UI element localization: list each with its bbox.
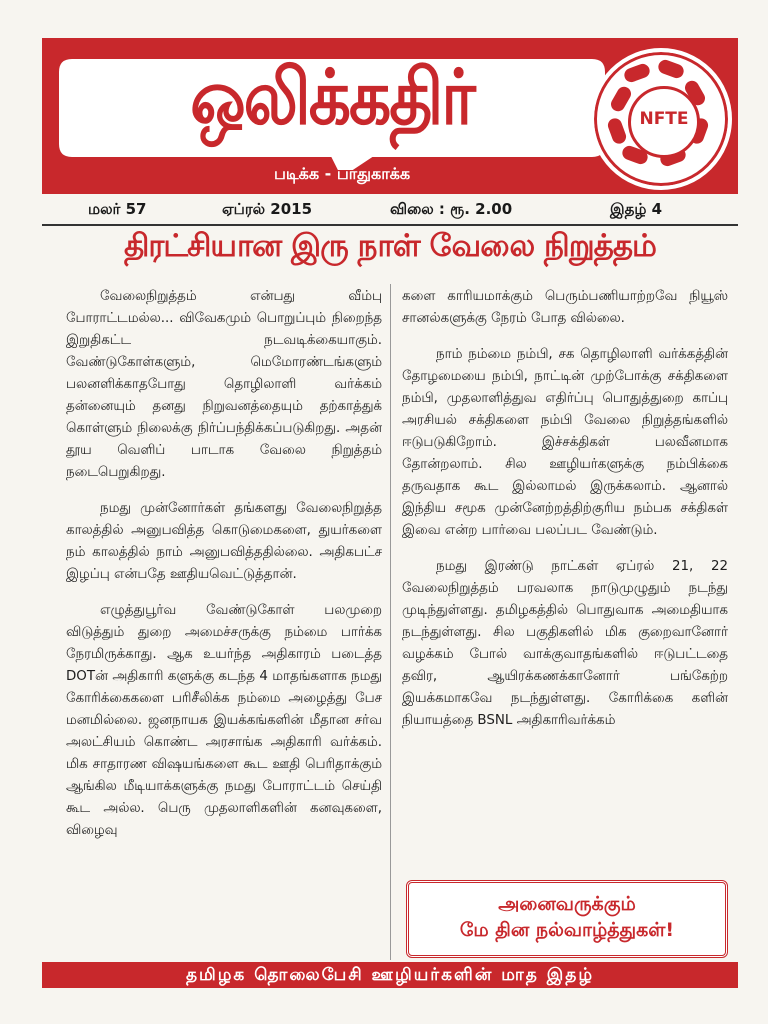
greeting-line-2: மே தின நல்வாழ்த்துகள்! xyxy=(459,919,675,941)
paragraph: களை காரியமாக்கும் பெரும்பணியாற்றவே நியூஸ் சானல்களுக்கு நேரம் போத வில்லை. xyxy=(402,289,728,326)
paragraph: எழுத்துபூர்வ வேண்டுகோள் பலமுறை விடுத்தும் துறை அமைச்சருக்கு நம்மை பார்க்க நேரமிருக்காது. ஆக உயர்ந்த அதிகாரம் படைத்த DOTன் அதிகாரி களுக்கு கடந்த 4 மாதங்களாக நமது கோரிக்கைகளை பரிசீலிக்க நம்மை அழைத்து பேச மனமில்லை. ஜனநாயக இயக்கங்களின் மீதான சர்வ அலட்சியம் கொண்ட அரசாங்க அதிகாரி வர்க்கம். மிக சாதாரண விஷயங்களை கூட ஊதி பெரிதாக்கும் ஆங்கில மீடியாக்களுக்கு நமது போராட்டம் செய்தி கூட அல்ல. பெரு முதலாளிகளின் கனவுகளை, விழைவு xyxy=(66,603,382,838)
column-divider xyxy=(390,284,391,960)
logo-inner-ring xyxy=(628,86,700,158)
issue-date: ஏப்ரல் 2015 xyxy=(222,200,313,218)
logo-hand-icon xyxy=(606,116,628,145)
paragraph: நமது முன்னோர்கள் தங்களது வேலைநிறுத்த காலத்தில் அனுபவித்த கொடுமைகளை, துயர்களை நம் காலத்தில் நாம் அனுபவித்ததில்லை. அதிகபட்ச இழப்பு என்பதே ஊதியவெட்டுத்தான். xyxy=(66,501,382,582)
footer-banner: தமிழக தொலைபேசி ஊழியர்களின் மாத இதழ் xyxy=(42,962,738,988)
masthead xyxy=(42,38,738,194)
logo-hand-icon xyxy=(622,62,651,84)
volume-number: மலர் 57 xyxy=(88,200,147,218)
masthead-title: ஒலிக்கதிர் xyxy=(190,53,474,142)
paragraph: நமது இரண்டு நாட்கள் ஏப்ரல் 21, 22 வேலைநிறுத்தம் பரவலாக நாடுமுழுதும் நடந்து முடிந்துள்ளது. தமிழகத்தில் பொதுவாக அமைதியாக நடந்துள்ளது. சில பகுதிகளில் மிக குறைவானோர் வழக்கம் போல் வாக்குவாதங்களில் ஈடுபட்டதை தவிர, ஆயிரக்கணக்கானோர் பங்கேற்ற இயக்கமாகவே நடந்துள்ளது. கோரிக்கை களின் நியாயத்தை BSNL அதிகாரிவர்க்கம் xyxy=(402,559,728,728)
may-day-greeting-box xyxy=(406,880,728,958)
nfte-logo xyxy=(590,48,732,190)
right-column xyxy=(402,286,728,746)
masthead-tagline: படிக்க - பாதுகாக்க xyxy=(273,164,411,183)
greeting-line-1: அனைவருக்கும் xyxy=(498,893,636,915)
issue-price: விலை : ரூ. 2.00 xyxy=(390,200,513,218)
logo-text: NFTE xyxy=(639,109,689,129)
paragraph: நாம் நம்மை நம்பி, சக தொழிலாளி வர்க்கத்தின் தோழமையை நம்பி, நாட்டின் முற்போக்கு சக்திகளை நம்பி, முதலாளித்துவ எதிர்ப்பு பொதுத்துறை காப்பு அரசியல் சக்திகளை நம்பி வேலை நிறுத்தங்களில் ஈடுபடுகிறோம். இச்சக்திகள் பலவீனமாக தோன்றலாம். சில ஊழியர்களுக்கு நம்பிக்கை தருவதாக கூட இல்லாமல் இருக்கலாம். ஆனால் இந்திய சமூக முன்னேற்றத்திற்குரிய நம்பக சக்திகள் இவை என்ற பார்வை பலப்பட வேண்டும். xyxy=(402,347,728,538)
headline: திரட்சியான இரு நாள் வேலை நிறுத்தம் xyxy=(124,228,656,264)
left-column xyxy=(66,286,382,856)
paragraph: வேலைநிறுத்தம் என்பது வீம்பு போராட்டமல்ல... விவேகமும் பொறுப்பும் நிறைந்த இறுதிகட்ட நடவடிக்கையாகும். வேண்டுகோள்களும், மெமோரண்டங்களும் பலனளிக்காதபோது தொழிலாளி வர்க்கம் தன்னையும் தனது நிறுவனத்தையும் தற்காத்துக் கொள்ளும் நிலைக்கு நிர்ப்பந்திக்கப்படுகிறது. அதன் தூய வெளிப் பாடாக வேலை நிறுத்தம் நடைபெறுகிறது. xyxy=(66,289,382,480)
logo-hand-icon xyxy=(656,58,685,80)
issue-info-bar xyxy=(42,198,738,226)
issue-number: இதழ் 4 xyxy=(610,200,663,218)
